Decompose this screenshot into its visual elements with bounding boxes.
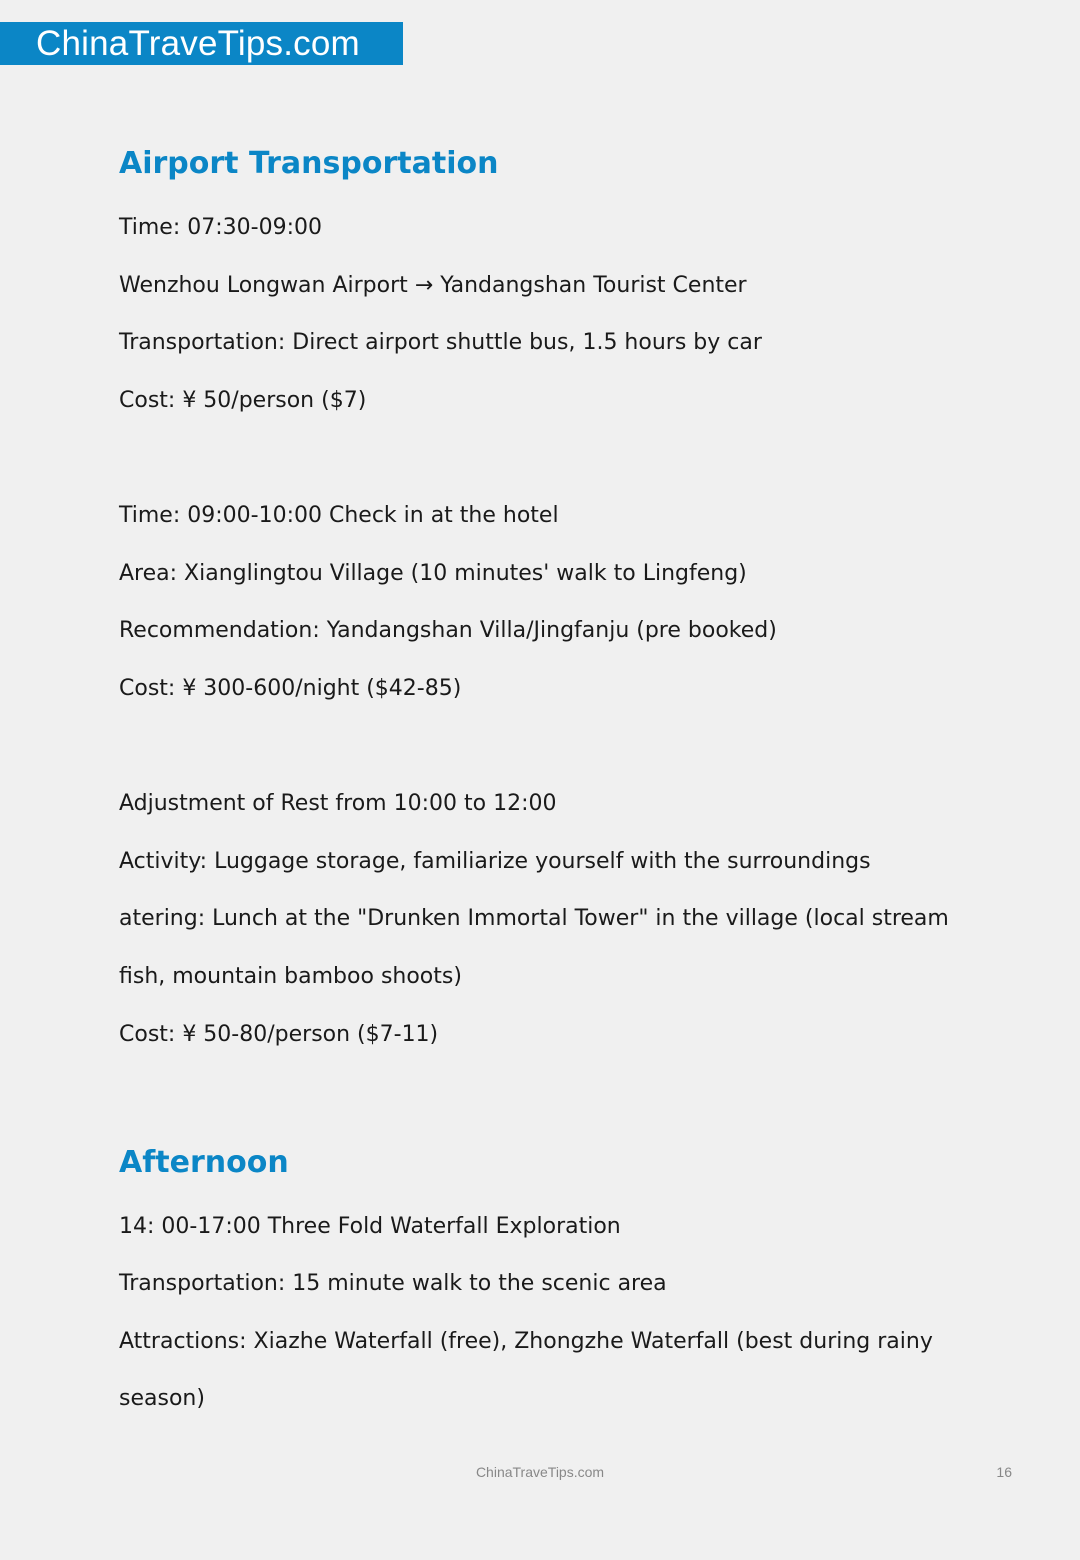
page-number: 16 (996, 1464, 1012, 1480)
text-line: Time: 07:30-09:00 (119, 215, 322, 240)
text-line: atering: Lunch at the "Drunken Immortal Tower" in the village (local stream (119, 906, 949, 931)
text-line: Time: 09:00-10:00 Check in at the hotel (119, 503, 559, 528)
text-line: Transportation: Direct airport shuttle bus, 1.5 hours by car (119, 330, 762, 355)
text-line: Attractions: Xiazhe Waterfall (free), Zhongzhe Waterfall (best during rainy (119, 1329, 933, 1354)
text-line: Cost: ¥ 300-600/night ($42-85) (119, 676, 462, 701)
footer-site-name: ChinaTraveTips.com (475, 1464, 605, 1480)
text-line: Transportation: 15 minute walk to the scenic area (119, 1271, 667, 1296)
text-line: Area: Xianglingtou Village (10 minutes' walk to Lingfeng) (119, 561, 747, 586)
section-title-airport-transportation: Airport Transportation (119, 146, 499, 181)
text-line: Wenzhou Longwan Airport → Yandangshan Tourist Center (119, 273, 747, 298)
text-line: Activity: Luggage storage, familiarize yourself with the surroundings (119, 849, 871, 874)
text-line: Cost: ¥ 50/person ($7) (119, 388, 367, 413)
text-line: Adjustment of Rest from 10:00 to 12:00 (119, 791, 557, 816)
text-line: 14: 00-17:00 Three Fold Waterfall Exploration (119, 1214, 621, 1239)
text-line: season) (119, 1386, 205, 1411)
text-line: Recommendation: Yandangshan Villa/Jingfanju (pre booked) (119, 618, 777, 643)
text-line: fish, mountain bamboo shoots) (119, 964, 462, 989)
header-banner (0, 22, 403, 65)
text-line: Cost: ¥ 50-80/person ($7-11) (119, 1022, 439, 1047)
section-title-afternoon: Afternoon (119, 1145, 289, 1180)
brand-title: ChinaTraveTips.com (36, 24, 360, 63)
